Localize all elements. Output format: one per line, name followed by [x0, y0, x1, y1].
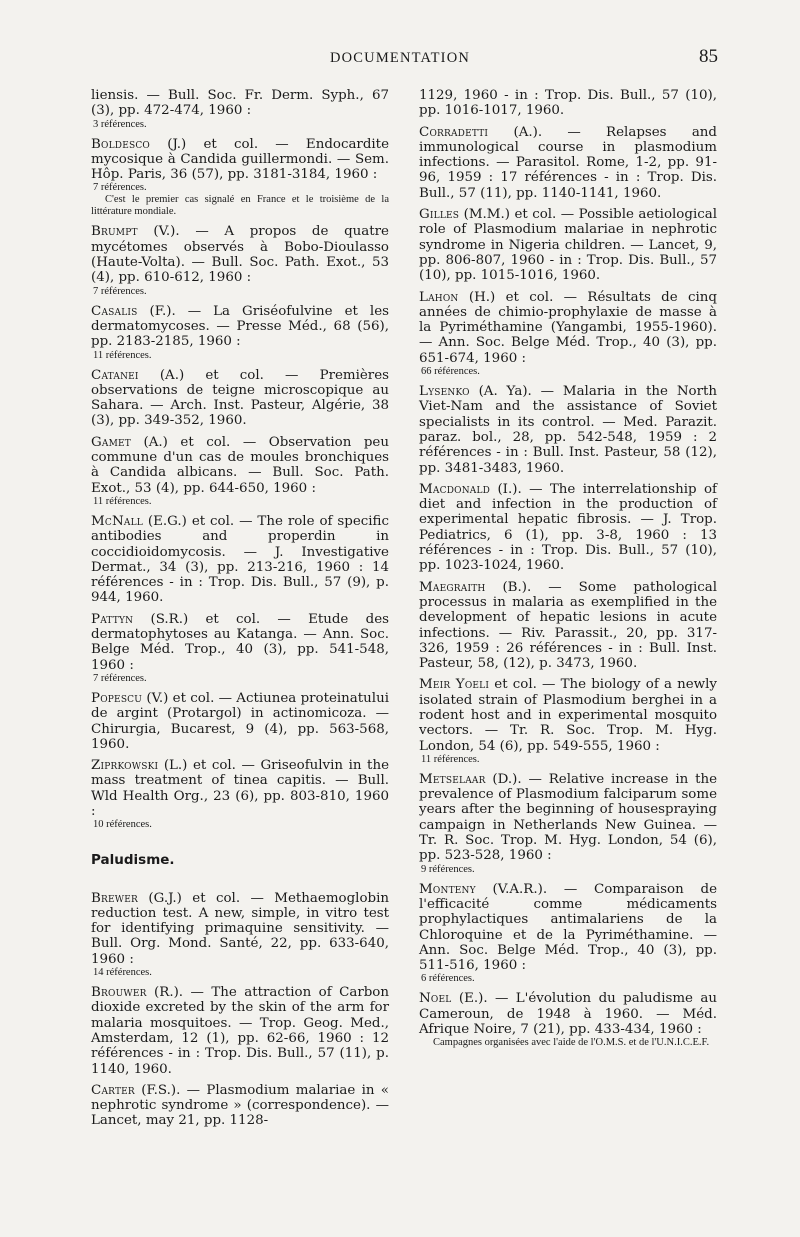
entry-references: 6 références.: [421, 973, 475, 985]
entry-body: (A.). — Relapses and immunological course in plasmodium infections. — Parasitol. Rome, 1-2, pp. 91-96, 1959 : 17 références - in : Trop. Dis. Bull., 57 (11), pp. 1140-1141, 1960.: [419, 124, 718, 201]
bibliography-entry: [419, 580, 717, 672]
bibliography-entry: [91, 1083, 389, 1129]
bibliography-entry: [91, 304, 389, 362]
entry-body: (H.) et col. — Résultats de cinq années de chimio-prophylaxie de masse à la Pyriméthamine (Yangambi, 1955-1960). — Ann. Soc. Belge Méd. Trop., 40 (3), pp. 651-674, 1960 :: [419, 289, 717, 366]
entry-references: 7 références.: [93, 672, 147, 684]
bibliography-entry: [91, 612, 389, 685]
bibliography-entry: [91, 758, 389, 831]
entry-author: Carter: [91, 1082, 135, 1098]
entry-body: (E.G.) et col. — The role of specific antibodies and properdin in coccidioidomycosis. — J. Investigative Dermat., 34 (3), pp. 213-216, 1960 : 14 références - in : Trop. Dis. Bull., 57 (9), p. 944, 1960.: [91, 513, 389, 606]
entry-references: 7 références.: [93, 285, 147, 297]
entry-author: Meir Yoeli: [419, 677, 490, 693]
right-column: [419, 88, 717, 1055]
entry-author: Corradetti: [419, 124, 489, 140]
entry-author: Monteny: [419, 881, 476, 897]
entry-body: (S.R.) et col. — Etude des dermatophytoses au Katanga. — Ann. Soc. Belge Méd. Trop., 40 (3), pp. 541-548, 1960 :: [91, 611, 389, 673]
entry-author: Macdonald: [419, 481, 491, 497]
bibliography-entry: [419, 88, 717, 119]
bibliography-entry: [419, 882, 717, 986]
bibliography-entry: [419, 125, 717, 201]
bibliography-entry: [91, 88, 389, 131]
entry-references: 11 références.: [421, 753, 480, 765]
bibliography-entry: [419, 384, 717, 476]
running-head: [0, 46, 800, 72]
entry-references: 11 références.: [93, 349, 152, 361]
entry-references: 10 références.: [93, 819, 152, 831]
entry-body: et col. — The biology of a newly isolated strain of Plasmodium berghei in a rodent host and in experimental mosquito vectors. — Tr. R. Soc. Trop. M. Hyg. London, 54 (6), pp. 549-555, 1960 :: [419, 677, 717, 754]
entry-author: Catanei: [91, 367, 139, 383]
entry-author: Pattyn: [91, 611, 134, 627]
bibliography-entry: [91, 137, 389, 219]
left-column: [91, 88, 389, 1135]
entry-author: Brewer: [91, 890, 138, 906]
entry-references: 14 références.: [93, 967, 152, 979]
entry-body: (G.J.) et col. — Methaemoglobin reduction test. A new, simple, in vitro test for identifying primaquine sensitivity. — Bull. Org. Mond. Santé, 22, pp. 633-640, 1960 :: [91, 890, 389, 967]
entry-references: 11 références.: [93, 495, 152, 507]
left-entries-before: [91, 88, 389, 831]
entry-author: Ziprkowski: [91, 758, 159, 774]
bibliography-entry: [91, 368, 389, 429]
bibliography-entry: [419, 772, 717, 876]
entry-body: (A. Ya). — Malaria in the North Viet-Nam and the assistance of Soviet specialists in its control. — Med. Parazit. paraz. bol., 28, pp. 542-548, 1959 : 2 références - in : Bull. Inst. Pasteur, 58 (12), pp. 3481-3483, 1960.: [419, 384, 717, 476]
running-head-title: DOCUMENTATION: [329, 50, 471, 66]
entry-body: (L.) et col. — Griseofulvin in the mass treatment of tinea capitis. — Bull. Wld Health Org., 23 (6), pp. 803-810, 1960 :: [91, 758, 389, 819]
entry-author: Gilles: [419, 207, 460, 223]
bibliography-entry: [91, 691, 389, 752]
entry-body: (V.) et col. — Actiunea proteinatului de argint (Protargol) in actinomicoza. — Chirurgia, Bucarest, 9 (4), pp. 563-568, 1960.: [91, 690, 389, 752]
entry-body: (J.) et col. — Endocardite mycosique à Candida guillermondi. — Sem. Hôp. Paris, 36 (57), pp. 3181-3184, 1960 :: [91, 136, 389, 183]
entry-author: Gamet: [91, 434, 131, 450]
entry-references: 7 références.: [93, 182, 147, 194]
section-title-paludisme: Paludisme.: [91, 852, 175, 869]
entry-author: Noel: [419, 991, 452, 1007]
entry-author: Popescu: [91, 690, 143, 706]
bibliography-entry: [91, 514, 389, 606]
entry-body: liensis. — Bull. Soc. Fr. Derm. Syph., 67 (3), pp. 472-474, 1960 :: [91, 88, 389, 119]
bibliography-entry: [419, 482, 717, 574]
bibliography-entry: [419, 991, 717, 1049]
bibliography-entry: [91, 435, 389, 508]
entry-author: Metselaar: [419, 771, 486, 787]
entry-note: Campagnes organisées avec l'aide de l'O.M.S. et de l'U.N.I.C.E.F.: [433, 1037, 710, 1049]
entry-author: Maegraith: [419, 579, 486, 595]
bibliography-entry: [91, 891, 389, 979]
page-number: 85: [699, 46, 718, 67]
right-entries: [419, 88, 717, 1049]
entry-body: (V.). — A propos de quatre mycétomes observés à Bobo-Dioulasso (Haute-Volta). — Bull. Soc. Path. Exot., 53 (4), pp. 610-612, 1960 :: [91, 224, 389, 286]
bibliography-entry: [419, 290, 717, 378]
entry-body: (F.). — La Griséofulvine et les dermatomycoses. — Presse Méd., 68 (56), pp. 2183-2185, 1960 :: [91, 303, 389, 350]
bibliography-entry: [419, 207, 717, 283]
left-entries-after: [91, 891, 389, 1129]
entry-body: (M.M.) et col. — Possible aetiological role of Plasmodium malariae in nephrotic syndrome in Nigeria children. — Lancet, 9, pp. 806-807, 1960 - in : Trop. Dis. Bull., 57 (10), pp. 1015-1016, 1960.: [419, 207, 717, 284]
entry-body: (D.). — Relative increase in the prevalence of Plasmodium falciparum some years after the beginning of housespraying campaign in Netherlands New Guinea. — Tr. R. Soc. Trop. M. Hyg. London, 54 (6), pp. 523-528, 1960 :: [419, 771, 717, 864]
entry-author: McNall: [91, 513, 143, 529]
entry-body: (F.S.). — Plasmodium malariae in « nephrotic syndrome » (correspondence). — Lancet, may 21, pp. 1128-: [91, 1082, 389, 1129]
entry-author: Lahon: [419, 289, 459, 305]
entry-note: C'est le premier cas signalé en France et le troisième de la littérature mondiale.: [91, 194, 389, 218]
entry-author: Brumpt: [91, 224, 138, 240]
entry-body: (R.). — The attraction of Carbon dioxide excreted by the skin of the arm for malaria mosquitoes. — Trop. Geog. Med., Amsterdam, 12 (1), pp. 62-66, 1960 : 12 références - in : Trop. Dis. Bull., 57 (11), p. 1140, 1960.: [91, 985, 389, 1077]
entry-author: Lysenko: [419, 384, 470, 400]
entry-author: Brouwer: [91, 985, 147, 1001]
entry-references: 66 références.: [421, 366, 480, 378]
entry-body: (I.). — The interrelationship of diet and infection in the production of experimental hepatic fibrosis. — J. Trop. Pediatrics, 6 (1), pp. 3-8, 1960 : 13 références - in : Trop. Dis. Bull., 57 (10), pp. 1023-1024, 1960.: [419, 481, 717, 574]
entry-body: 1129, 1960 - in : Trop. Dis. Bull., 57 (10), pp. 1016-1017, 1960.: [419, 88, 717, 119]
entry-author: Casalis: [91, 303, 138, 319]
entry-references: 3 références.: [93, 118, 147, 130]
entry-body: (V.A.R.). — Comparaison de l'efficacité comme médicaments prophylactiques antimalariens de la Chloroquine et de la Pyriméthamine. — Ann. Soc. Belge Méd. Trop., 40 (3), pp. 511-516, 1960 :: [419, 881, 717, 974]
entry-references: 9 références.: [421, 863, 475, 875]
bibliography-entry: [91, 985, 389, 1077]
entry-body: (A.) et col. — Premières observations de teigne microscopique au Sahara. — Arch. Inst. Pasteur, Algérie, 38 (3), pp. 349-352, 1960.: [91, 367, 390, 429]
bibliography-entry: [91, 224, 389, 297]
bibliography-entry: [419, 677, 717, 765]
entry-body: (E.). — L'évolution du paludisme au Cameroun, de 1948 à 1960. — Méd. Afrique Noire, 7 (21), pp. 433-434, 1960 :: [419, 991, 717, 1038]
entry-body: (A.) et col. — Observation peu commune d'un cas de moules bronchiques à Candida albicans. — Bull. Soc. Path. Exot., 53 (4), pp. 644-650, 1960 :: [91, 434, 389, 496]
entry-body: (B.). — Some pathological processus in malaria as exemplified in the development of hepatic lesions in acute infections. — Riv. Parassit., 20, pp. 317-326, 1959 : 26 références - in : Bull. Inst. Pasteur, 58, (12), p. 3473, 1960.: [419, 579, 717, 672]
entry-author: Boldesco: [91, 136, 151, 152]
